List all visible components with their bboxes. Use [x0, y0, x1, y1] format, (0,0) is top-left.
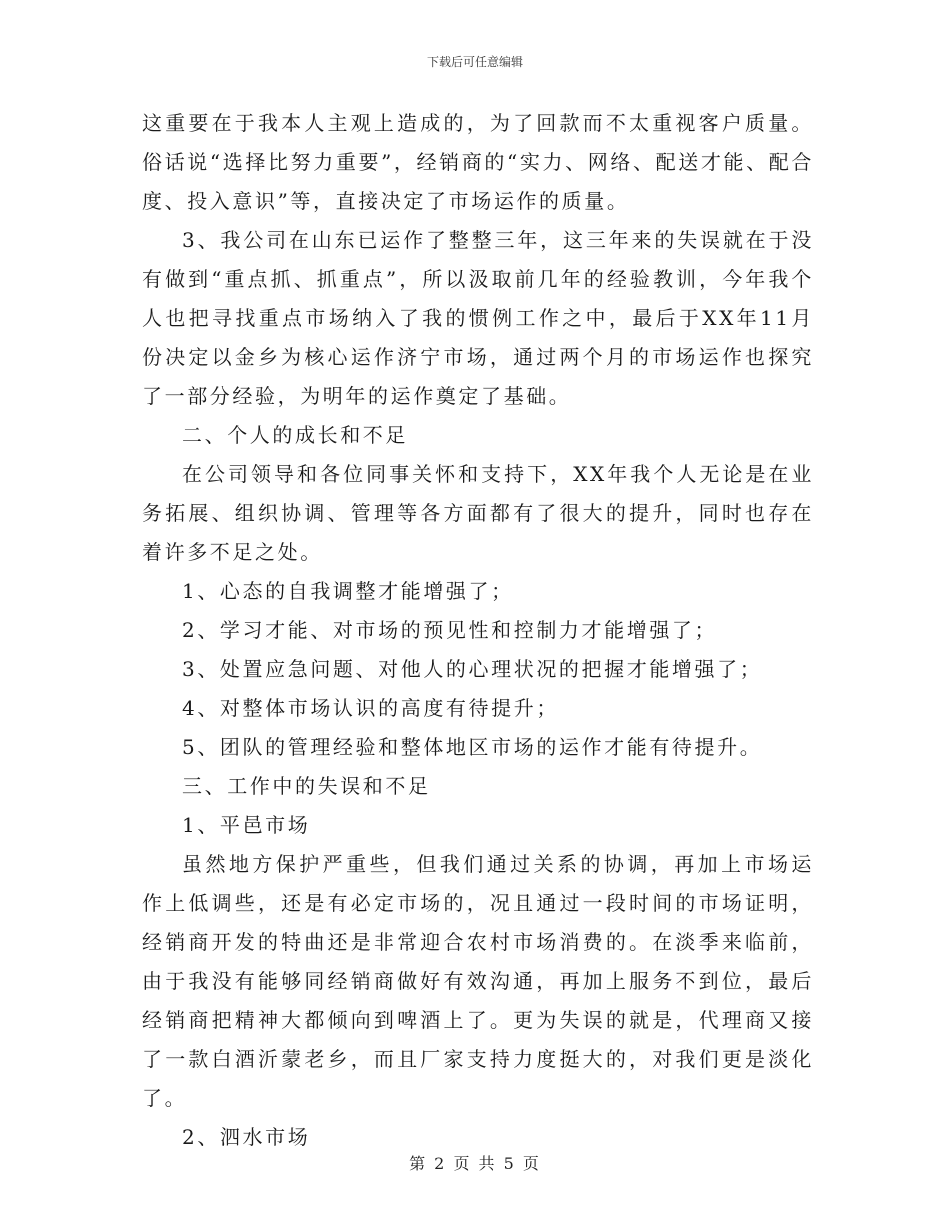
- section-heading-3: 三、工作中的失误和不足: [182, 774, 431, 798]
- paragraph-continuation: 这重要在于我本人主观上造成的，为了回款而不太重视客户质量。俗话说“选择比努力重要”，经销商的“实力、网络、配送才能、配合度、投入意识”等，直接决定了市场运作的质量。: [142, 111, 814, 213]
- subsection-heading-sishui: 2、泗水市场: [182, 1125, 311, 1149]
- list-item: 1、心态的自我调整才能增强了；: [182, 579, 514, 603]
- subsection-heading-pingyi: 1、平邑市场: [182, 813, 311, 837]
- page-number-footer: 第 2 页 共 5 页: [409, 1154, 541, 1173]
- document-body: [142, 104, 814, 1157]
- paragraph-item-3: 3、我公司在山东已运作了整整三年，这三年来的失误就在于没有做到“重点抓、抓重点”，所以汲取前几年的经验教训，今年我个人也把寻找重点市场纳入了我的惯例工作之中，最后于XX年11月份决定以金乡为核心运作济宁市场，通过两个月的市场运作也探究了一部分经验，为明年的运作奠定了基础。: [142, 228, 814, 408]
- list-item: 2、学习才能、对市场的预见性和控制力才能增强了；: [182, 618, 718, 642]
- list-item: 5、团队的管理经验和整体地区市场的运作才能有待提升。: [182, 735, 763, 759]
- list-item: 4、对整体市场认识的高度有待提升；: [182, 696, 559, 720]
- section-heading-2: 二、个人的成长和不足: [182, 423, 408, 447]
- paragraph-pingyi-market: 虽然地方保护严重些，但我们通过关系的协调，再加上市场运作上低调些，还是有必定市场的，况且通过一段时间的市场证明，经销商开发的特曲还是非常迎合农村市场消费的。在淡季来临前，由于我没有能够同经销商做好有效沟通，再加上服务不到位，最后经销商把精神大都倾向到啤酒上了。更为失误的就是，代理商又接了一款白酒沂蒙老乡，而且厂家支持力度挺大的，对我们更是淡化了。: [142, 852, 814, 1110]
- page-header: 下载后可任意编辑: [426, 55, 523, 69]
- list-item: 3、处置应急问题、对他人的心理状况的把握才能增强了；: [182, 657, 763, 681]
- paragraph-section-2-intro: 在公司领导和各位同事关怀和支持下，XX年我个人无论是在业务拓展、组织协调、管理等各方面都有了很大的提升，同时也存在着许多不足之处。: [142, 462, 814, 564]
